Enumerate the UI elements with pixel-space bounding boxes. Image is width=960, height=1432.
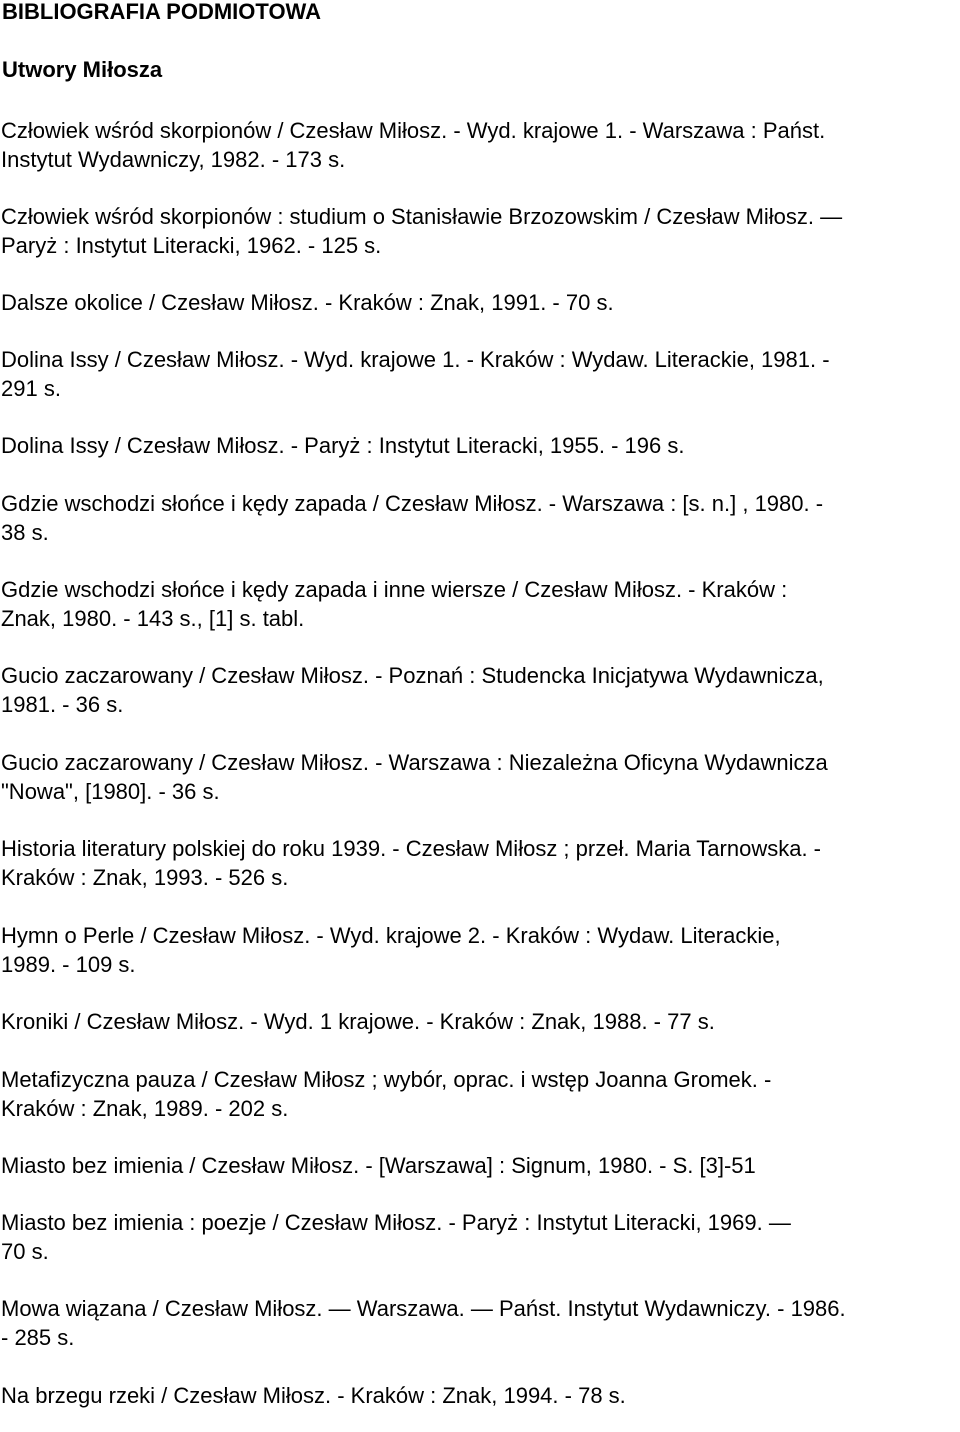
entry-line: Metafizyczna pauza / Czesław Miłosz ; wybór, oprac. i wstęp Joanna Gromek. - xyxy=(1,1067,772,1092)
entry-line: Dolina Issy / Czesław Miłosz. - Wyd. krajowe 1. - Kraków : Wydaw. Literackie, 1981. - xyxy=(1,347,830,372)
bibliography-entry xyxy=(1,202,959,260)
entry-line: Gucio zaczarowany / Czesław Miłosz. - Poznań : Studencka Inicjatywa Wydawnicza, xyxy=(1,663,824,688)
entry-line: Historia literatury polskiej do roku 1939. - Czesław Miłosz ; przeł. Maria Tarnowska. - xyxy=(1,836,821,861)
entry-line: Gdzie wschodzi słońce i kędy zapada i inne wiersze / Czesław Miłosz. - Kraków : xyxy=(1,577,788,602)
entry-line: 70 s. xyxy=(1,1239,49,1264)
entry-line: Na brzegu rzeki / Czesław Miłosz. - Kraków : Znak, 1994. - 78 s. xyxy=(1,1383,626,1408)
bibliography-entry xyxy=(1,116,959,174)
entry-line: 38 s. xyxy=(1,520,49,545)
bibliography-entry xyxy=(1,1381,959,1410)
entry-line: Mowa wiązana / Czesław Miłosz. — Warszawa. — Państ. Instytut Wydawniczy. - 1986. xyxy=(1,1296,846,1321)
entry-line: Kraków : Znak, 1989. - 202 s. xyxy=(1,1096,289,1121)
entry-line: Miasto bez imienia : poezje / Czesław Miłosz. - Paryż : Instytut Literacki, 1969. — xyxy=(1,1210,791,1235)
bibliography-entry xyxy=(1,921,959,979)
entry-line: Miasto bez imienia / Czesław Miłosz. - [Warszawa] : Signum, 1980. - S. [3]-51 xyxy=(1,1153,756,1178)
entry-line: 1981. - 36 s. xyxy=(1,692,124,717)
entry-line: Dolina Issy / Czesław Miłosz. - Paryż : Instytut Literacki, 1955. - 196 s. xyxy=(1,433,685,458)
entry-line: Człowiek wśród skorpionów : studium o Stanisławie Brzozowskim / Czesław Miłosz. — xyxy=(1,204,843,229)
entry-line: Instytut Wydawniczy, 1982. - 173 s. xyxy=(1,147,346,172)
entry-line: - 285 s. xyxy=(1,1325,75,1350)
section-title: BIBLIOGRAFIA PODMIOTOWA xyxy=(2,0,321,24)
entry-line: Kroniki / Czesław Miłosz. - Wyd. 1 krajowe. - Kraków : Znak, 1988. - 77 s. xyxy=(1,1009,715,1034)
entry-line: "Nowa", [1980]. - 36 s. xyxy=(1,779,220,804)
bibliography-entry xyxy=(1,489,959,547)
entry-line: Paryż : Instytut Literacki, 1962. - 125 s. xyxy=(1,233,382,258)
bibliography-entry xyxy=(1,1294,959,1352)
entry-line: Znak, 1980. - 143 s., [1] s. tabl. xyxy=(1,606,305,631)
bibliography-entry xyxy=(1,1007,959,1036)
bibliography-entry xyxy=(1,431,959,460)
bibliography-entry xyxy=(1,345,959,403)
entry-line: 291 s. xyxy=(1,376,61,401)
bibliography-entry xyxy=(1,1208,959,1266)
bibliography-entry xyxy=(1,834,959,892)
entry-line: Gdzie wschodzi słońce i kędy zapada / Czesław Miłosz. - Warszawa : [s. n.] , 1980. - xyxy=(1,491,824,516)
bibliography-entry xyxy=(1,661,959,719)
subsection-title: Utwory Miłosza xyxy=(2,57,163,82)
entry-line: 1989. - 109 s. xyxy=(1,952,136,977)
entry-line: Dalsze okolice / Czesław Miłosz. - Kraków : Znak, 1991. - 70 s. xyxy=(1,290,614,315)
entry-line: Kraków : Znak, 1993. - 526 s. xyxy=(1,865,289,890)
entry-line: Gucio zaczarowany / Czesław Miłosz. - Warszawa : Niezależna Oficyna Wydawnicza xyxy=(1,750,828,775)
bibliography-entry xyxy=(1,575,959,633)
entry-line: Hymn o Perle / Czesław Miłosz. - Wyd. krajowe 2. - Kraków : Wydaw. Literackie, xyxy=(1,923,781,948)
entry-line: Człowiek wśród skorpionów / Czesław Miłosz. - Wyd. krajowe 1. - Warszawa : Państ. xyxy=(1,118,826,143)
bibliography-entry xyxy=(1,288,959,317)
bibliography-entry xyxy=(1,748,959,806)
bibliography-entry xyxy=(1,1151,959,1180)
bibliography-entry xyxy=(1,1065,959,1123)
